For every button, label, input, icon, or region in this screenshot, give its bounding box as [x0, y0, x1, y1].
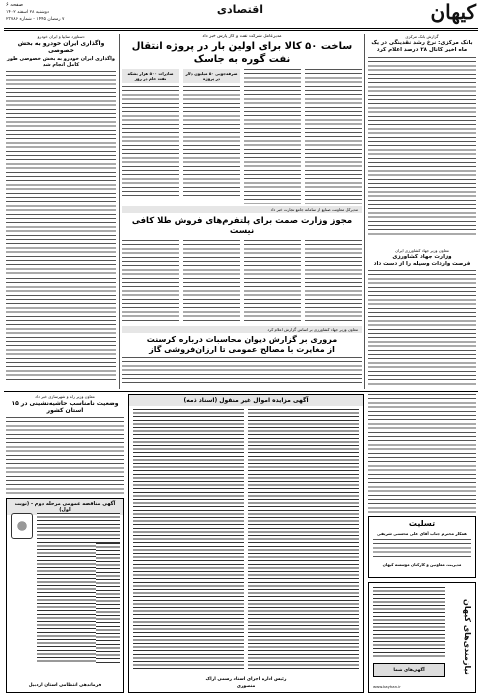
tender-body-lower [96, 543, 120, 663]
lead-sub-box: صرفه‌جویی ۵۰ میلیون دلار در پروژه [183, 69, 240, 83]
tender-title: آگهی مناقصه عمومی مرحله دوم - (نوبت اول) [7, 499, 123, 515]
masthead-rule [4, 28, 478, 29]
right-headline: بانک مرکزی: نرخ رشد نقدینگی در یک ماه اخیر کانال ۲۸ درصد اعلام کرد [371, 40, 473, 53]
kayhan-classifieds-ad [368, 582, 476, 693]
divider [364, 34, 365, 389]
right-mid-story [368, 248, 476, 388]
auction-footer: رئیس اداره اجرای اسناد رسمی اراک [205, 677, 287, 682]
auction-ad [128, 394, 364, 693]
left-lower-body [6, 278, 116, 383]
divider [119, 34, 120, 389]
lead-col [183, 69, 240, 204]
logo: کیهان [430, 0, 476, 24]
lead-col [122, 69, 179, 204]
police-emblem-icon [11, 513, 33, 539]
right-lower-body [368, 394, 476, 514]
lead-story [122, 34, 362, 204]
section-rule [4, 391, 478, 392]
auction-title: آگهی مزایده اموال غیر منقول (اسناد ذمه) [129, 395, 363, 406]
asbestos-title: وضعیت نامناسب حاشیه‌نشینی در ۱۵ استان کشور [11, 400, 119, 414]
gold-headline: مجوز وزارت صمت برای پلتفرم‌های فروش طلا کافی نیست [131, 216, 353, 236]
gold-kicker: مدیرکل معاونت صنایع از سامانه جامع تجارت خبر داد [122, 206, 362, 213]
lead-col [305, 69, 362, 204]
right-mid-kicker: معاون وزیر جهاد کشاورزی ایران [395, 248, 449, 253]
left-top-story [6, 34, 116, 274]
section-title: اقتصادی [216, 3, 264, 16]
date-line: دوشنبه ۲۸ اسفند ۱۴۰۲ [6, 10, 49, 15]
condolence-text: همکار محترم جناب آقای علی محسنی شریفی [377, 531, 467, 536]
masthead [0, 0, 482, 32]
lead-kicker: مدیرعامل شرکت نفت و گاز پارس خبر داد [202, 34, 282, 39]
classifieds-body [373, 587, 445, 657]
classifieds-promo: آگهی‌های شما [373, 663, 445, 677]
page-label: صفحه ۶ [6, 2, 23, 8]
condolence-title: تسلیت [408, 519, 436, 528]
lead-sub-box-2: صادرات ۵۰۰ هزار بشکه نفت خام در روز [122, 69, 179, 83]
audit-headline-2: از مغایرت با مصالح عمومی تا ارزان‌فروشی گاز [149, 345, 335, 354]
condolence-footer: مدیریت، معاونین و کارکنان موسسه کیهان [382, 562, 462, 567]
auction-signer: منصوری [236, 684, 256, 689]
tender-footer: فرماندهی انتظامی استان اردبیل [28, 683, 102, 688]
gold-story [122, 206, 362, 324]
left-headline-1: واگذاری ایران خودرو به بخش خصوصی [17, 40, 105, 54]
classifieds-title: نیازمندی‌های کیهان [463, 599, 472, 675]
asbestos-story [6, 394, 124, 494]
website-link[interactable]: www.kayhan.ir [373, 684, 401, 689]
auction-body [133, 409, 359, 669]
gold-columns [122, 240, 362, 324]
asbestos-kicker: معاون وزیر راه و شهرسازی خبر داد [35, 394, 95, 399]
tender-ad [6, 498, 124, 693]
audit-kicker: معاون وزیر جهاد کشاورزی بر اساس گزارش اعلام کرد [122, 326, 362, 333]
audit-headline-1: مروری بر گزارش دیوان محاسبات درباره کرسنت [146, 335, 338, 344]
masthead-rule-2 [4, 30, 478, 31]
right-kicker: گزارش بانک مرکزی [405, 34, 439, 39]
left-body [6, 71, 116, 274]
right-body [368, 57, 476, 237]
lead-col [244, 69, 301, 204]
left-headline-2: واگذاری ایران خودرو به بخش خصوصی طور کامل انجام شد [7, 56, 115, 68]
condolence-ad [368, 516, 476, 578]
left-kicker: دستاورد سایپا و ایران خودرو [37, 34, 85, 39]
lead-headline: ساخت ۵۰ کالا برای اولین بار در پروژه انتقال نفت گوره به جاسک [131, 41, 353, 65]
right-mid-headline-1: وزارت جهاد کشاورزی [392, 254, 452, 260]
issue-line: ۷ رمضان ۱۴۴۵ - شماره ۲۳۷۸۶ [6, 17, 65, 22]
right-top-story [368, 34, 476, 244]
audit-story [122, 326, 362, 388]
lead-columns [122, 69, 362, 204]
right-mid-headline-2: فرصت واردات وسیله را از دست داد [373, 261, 471, 267]
